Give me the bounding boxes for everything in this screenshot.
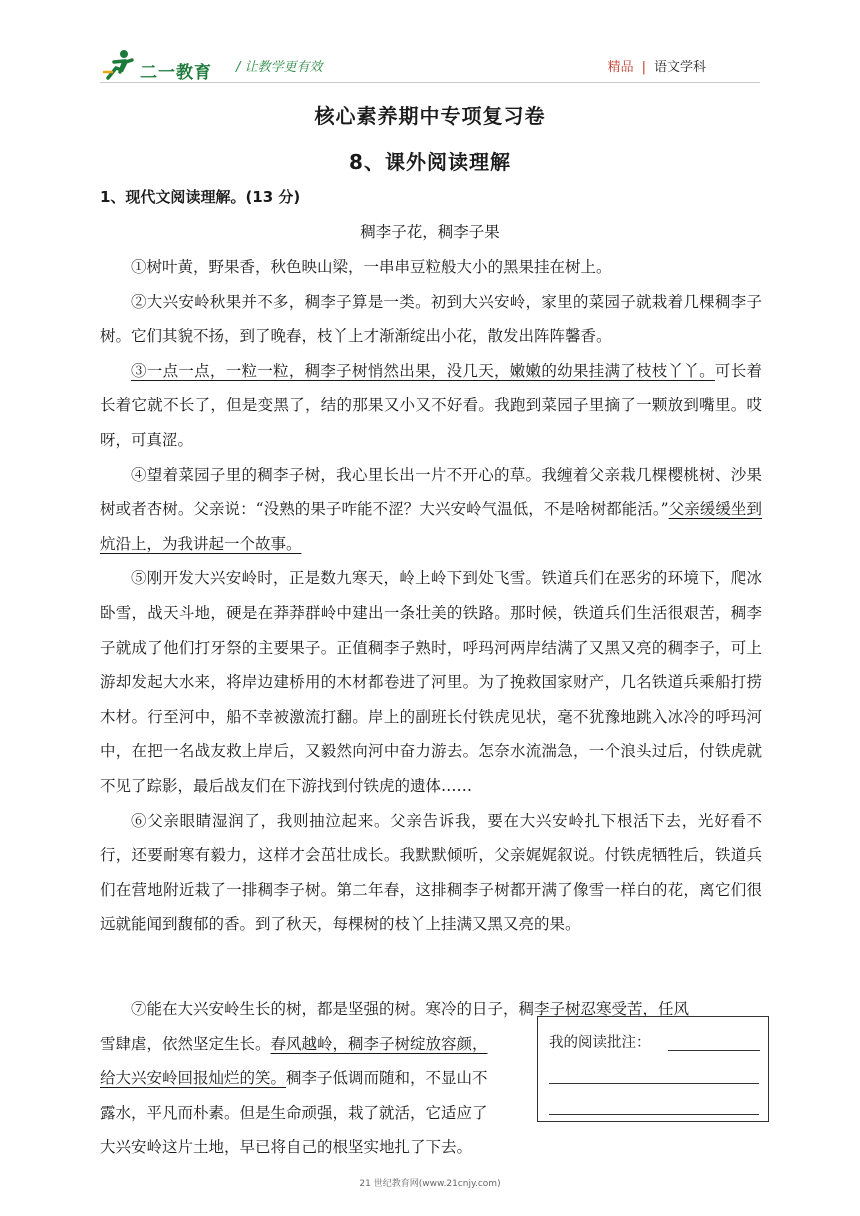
annotation-box[interactable]: [537, 1016, 769, 1122]
subject-label: 语文学科: [653, 60, 706, 75]
paragraph-6: ⑥父亲眼睛湿润了，我则抽泣起来。父亲告诉我，要在大兴安岭扎下根活下去，光好看不行，还要耐寒有毅力，这样才会茁壮成长。我默默倾听，父亲娓娓叙说。付铁虎牺牲后，铁道兵们在营地附近栽了一排稠李子树。第二年春，这排稠李子树都开满了像雪一样白的花，离它们很远就能闻到馥郁的香。到了秋天，每棵树的枝丫上挂满又黑又亮的果。: [100, 811, 762, 934]
header-separator: |: [641, 60, 646, 75]
paragraph-7-line-3: [100, 1061, 538, 1096]
paragraph-7-line-2-underlined: 春风越岭，稠李子树绽放容颜，: [270, 1034, 488, 1053]
paragraph-3: [100, 354, 762, 458]
annotation-line-2[interactable]: [549, 1083, 759, 1084]
page-header: [100, 40, 760, 84]
paragraph-2: ②大兴安岭秋果并不多，稠李子算是一类。初到大兴安岭，家里的菜园子就栽着几棵稠李子树。它们其貌不扬，到了晚春，枝丫上才渐渐绽出小花，散发出阵阵馨香。: [100, 292, 762, 346]
slogan: / 让教学更有效: [236, 60, 323, 75]
paragraph-3-underlined: ③一点一点，一粒一粒，稠李子树悄然出果，没几天，嫩嫩的幼果挂满了枝枝丫丫。: [131, 361, 715, 380]
paragraph-7-line-3-underlined: 给大兴安岭回报灿烂的笑。: [100, 1069, 287, 1088]
paragraph-7-line-2-text: 雪肆虐，依然坚定生长。: [100, 1034, 271, 1053]
page-footer: 21 世纪教育网(www.21cnjy.com): [359, 1179, 501, 1189]
paragraph-4-main: ④望着菜园子里的稠李子树，我心里长出一片不开心的草。我缠着父亲栽几棵樱桃树、沙果树或者杏树。父亲说：“没熟的果子咋能不涩？大兴安岭气温低，不是啥树都能活。”: [100, 465, 762, 519]
paragraph-7-line-5: 大兴安岭这片土地，早已将自己的根坚实地扎了下去。: [100, 1138, 473, 1157]
paragraph-4: [100, 458, 762, 562]
question-heading: 1、现代文阅读理解。(13 分): [100, 188, 301, 206]
paragraph-1: ①树叶黄，野果香，秋色映山梁，一串串豆粒般大小的黑果挂在树上。: [131, 258, 612, 276]
essay-title: 稠李子花，稠李子果: [360, 223, 500, 241]
annotation-line-1[interactable]: [668, 1050, 760, 1051]
paragraph-7-line-1: ⑦能在大兴安岭生长的树，都是坚强的树。寒冷的日子，稠李子树忍寒受苦，任风: [131, 1000, 690, 1018]
header-labels: [608, 56, 706, 75]
paragraph-7-line-2: [100, 1027, 538, 1062]
page-subtitle: 8、课外阅读理解: [349, 150, 511, 174]
paragraph-7-line-4: 露水，平凡而朴素。但是生命顽强，栽了就活，它适应了: [100, 1103, 488, 1122]
logo: [100, 48, 220, 83]
runner-logo-icon: [100, 48, 140, 80]
logo-text: 二一教育: [140, 63, 212, 83]
paragraph-5: ⑤刚开发大兴安岭时，正是数九寒天，岭上岭下到处飞雪。铁道兵们在恶劣的环境下，爬冰卧雪，战天斗地，硬是在莽莽群岭中建出一条壮美的铁路。那时候，铁道兵们生活很艰苦，稠李子就成了他们打牙祭的主要果子。正值稠李子熟时，呼玛河两岸结满了又黑又亮的稠李子，可上游却发起大水来，将岸边建桥用的木材都卷进了河里。为了挽救国家财产，几名铁道兵乘船打捞木材。行至河中，船不幸被激流打翻。岸上的副班长付铁虎见状，毫不犹豫地跳入冰冷的呼玛河中，在把一名战友救上岸后，又毅然向河中奋力游去。怎奈水流湍急，一个浪头过后，付铁虎就不见了踪影，最后战友们在下游找到付铁虎的遗体……: [100, 569, 762, 795]
paragraph-3-rest: 可长着长着它就不长了，但是变黑了，结的那果又小又不好看。我跑到菜园子里摘了一颗放到嘴里。哎呀，可真涩。: [100, 361, 762, 449]
essay-body: [100, 250, 762, 942]
annotation-line-3[interactable]: [549, 1114, 759, 1115]
paragraph-4-underlined: 父亲缓缓坐到炕沿上，为我讲起一个故事。: [100, 500, 762, 553]
page-title: 核心素养期中专项复习卷: [314, 104, 546, 128]
annotation-label: 我的阅读批注：: [549, 1035, 651, 1051]
paragraph-7-line-3-text: 稠李子低调而随和，不显山不: [286, 1069, 488, 1088]
jingpin-label: 精品: [607, 60, 634, 75]
header-divider: [100, 82, 760, 83]
